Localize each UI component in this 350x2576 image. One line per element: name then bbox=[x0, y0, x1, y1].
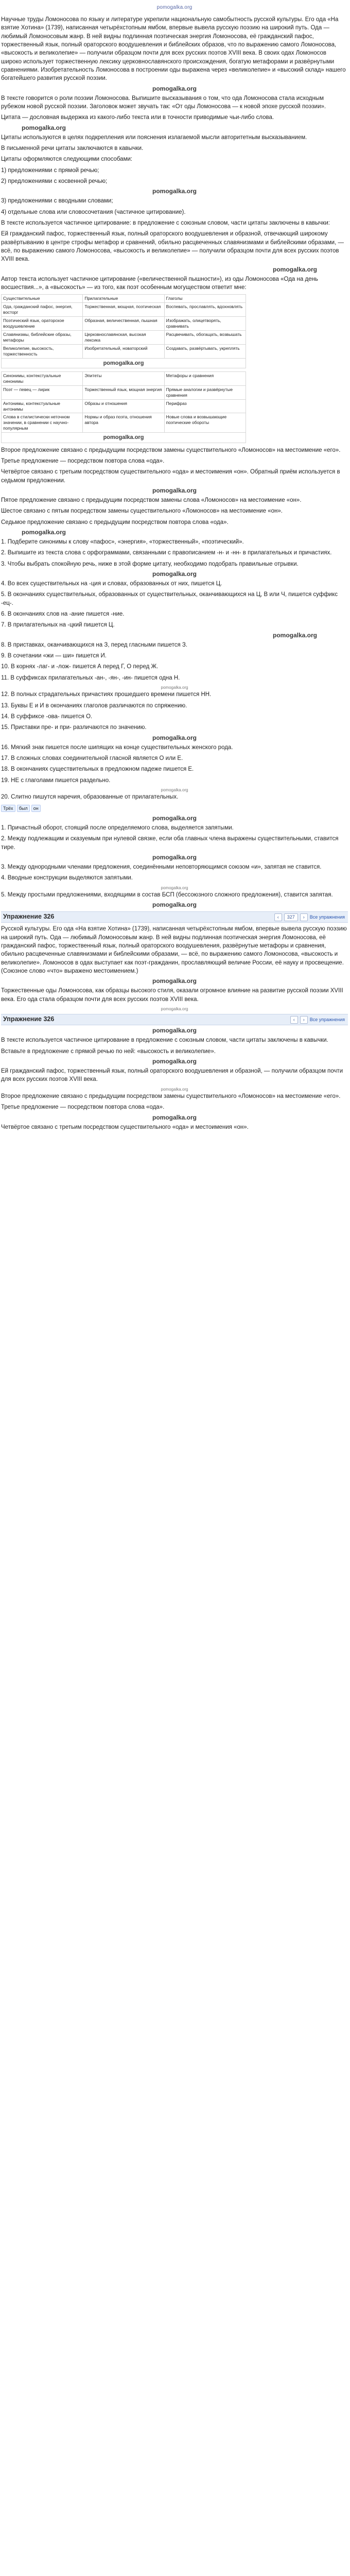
table-row bbox=[2, 317, 246, 331]
table-cell: Эпитеты bbox=[83, 371, 164, 385]
exercise-header-bar bbox=[1, 1014, 348, 1025]
table-cell: Торжественная, мощная, поэтическая bbox=[83, 303, 164, 317]
exercise-title: Упражнение 326 bbox=[3, 1015, 55, 1023]
paragraph: 9. В сочетании «жи — ши» пишется И. bbox=[1, 652, 107, 659]
table-cell: Нормы и образ поэта, отношения автора bbox=[83, 413, 164, 433]
site-name[interactable]: pomogalka.org bbox=[156, 4, 192, 10]
watermark-logo: pomogalka.org bbox=[152, 570, 197, 578]
paragraph: Четвёртое связано с третьим посредством существительного «ода» и местоимения «он». bbox=[1, 1124, 249, 1130]
paragraph: Торжественные оды Ломоносова, как образцы высокого стиля, оказали огромное влияние на развитие русской поэзии XVIII века. Его ода стала образцом почти для всех русских поэтов XVIII века. bbox=[1, 988, 343, 1003]
paragraph: 8. В приставках, оканчивающихся на З, перед гласными пишется З. bbox=[1, 641, 188, 648]
list-item: 4. Вводные конструкции выделяются запятыми. bbox=[1, 875, 133, 882]
paragraph: Шестое связано с пятым посредством замены существительного «Ломоносов» на местоимение «он». bbox=[1, 508, 283, 515]
table-cell: Прилагательные bbox=[83, 295, 164, 303]
watermark-logo: pomogalka.org bbox=[152, 734, 197, 741]
table-cell: Славянизмы, библейские образы, метафоры bbox=[2, 330, 83, 344]
all-exercises-link[interactable]: Все упражнения bbox=[309, 914, 345, 920]
list-item: 5. Между простыми предложениями, входящими в состав БСП (бессоюзного сложного предложения), ставится запятая. bbox=[1, 891, 333, 898]
table-cell: Образы и отношения bbox=[83, 399, 164, 413]
table-cell: Церковнославянская, высокая лексика bbox=[83, 330, 164, 344]
exercise-number-button[interactable]: 327 bbox=[284, 913, 298, 921]
comparison-table-1 bbox=[1, 294, 246, 368]
table-cell: Глаголы bbox=[164, 295, 246, 303]
watermark-logo: pomogalka.org bbox=[161, 885, 188, 890]
list-item: 2. Между подлежащим и сказуемым при нулевой связке, если оба главных члена выражены существительными, ставится тире. bbox=[1, 836, 339, 851]
paragraph: Второе предложение связано с предыдущим посредством замены существительного «Ломоносов» на местоимение «его». bbox=[1, 1093, 341, 1100]
watermark-logo: pomogalka.org bbox=[22, 528, 66, 536]
paragraph: 4. Во всех существительных на -ция и словах, образованных от них, пишется Ц. bbox=[1, 580, 222, 587]
watermark-logo: pomogalka.org bbox=[152, 901, 197, 909]
table-cell: Воспевать, прославлять, вдохновлять bbox=[164, 303, 246, 317]
inline-note: Трёх bbox=[1, 805, 15, 812]
exercise-pager bbox=[274, 913, 345, 921]
next-exercise-button[interactable]: › bbox=[300, 913, 308, 921]
exercise-title: Упражнение 326 bbox=[3, 913, 55, 921]
exercise-pager bbox=[290, 1016, 345, 1024]
table-cell: Поэт — певец — лирик bbox=[2, 385, 83, 399]
table-row bbox=[2, 330, 246, 344]
paragraph: Научные труды Ломоносова по языку и литературе укрепили национальную самобытность русской культуры. Его ода «На взятие Хотина» (1739), написанная четырёхстопным ямбом, впервые вывела русскую поэзию на широкий путь. Ода — любимый Ломоносовым жанр. В ней видны подлинная поэтическая энергия Ломоносова, её гражданский пафос, торжественный язык, полный ораторского воодушевления и библейских образов, что по выражению самого Ломоносова, «высокость и великолепие» — получили образцом почти для всех русских поэтов XVIII века. В своих одах Ломоносов широко использует торжественную лексику церковнославянского происхождения, богатую метафорами и развёрнутыми сравнениями. Изобретательность Ломоносова в построении оды выражена через «великолепие» и «высокий склад» нашего богатейшего развития русской поэзии. bbox=[1, 16, 346, 82]
table-cell: Существительные bbox=[2, 295, 83, 303]
paragraph: 11. В суффиксах прилагательных -ан-, -ян-, -ин- пишется одна Н. bbox=[1, 674, 180, 681]
watermark-logo: pomogalka.org bbox=[161, 787, 188, 792]
after-text-2 bbox=[1, 1026, 348, 1131]
paragraph: Второе предложение связано с предыдущим посредством замены существительного «Ломоносов» на местоимение «его». bbox=[1, 447, 341, 453]
paragraph: 17. В сложных словах соединительной гласной является О или Е. bbox=[1, 755, 183, 761]
table-cell: Прямые аналогии и развёрнутые сравнения bbox=[164, 385, 246, 399]
table-cell: Создавать, развёртывать, укреплять bbox=[164, 344, 246, 358]
after-text-1 bbox=[1, 925, 348, 1012]
paragraph: 18. В окончаниях существительных в предложном падеже пишется Е. bbox=[1, 766, 194, 773]
watermark-logo: pomogalka.org bbox=[152, 84, 197, 92]
watermark-logo: pomogalka.org bbox=[272, 265, 317, 273]
paragraph: 2. Выпишите из текста слова с орфограммами, связанными с правописанием -н- и -нн- в прилагательных и причастиях. bbox=[1, 550, 332, 556]
paragraph: Четвёртое связано с третьим посредством существительного «ода» и местоимения «он». Обратный приём используется в седьмом предложении. bbox=[1, 469, 340, 484]
punctuation-list bbox=[1, 824, 348, 909]
paragraph: Ей гражданский пафос, торжественный язык, полный ораторского воодушевления и образной, отвечающий широкому развёртыванию в центре строфы метафор и сравнений, обильно расцвеченных славянизмами и библейскими образами, — всё, по выражению самого Ломоносова, «высокость и великолепие» — получили образцом почти для всех русских поэтов XVIII века. bbox=[1, 231, 344, 263]
paragraph: В тексте говорится о роли поэзии Ломоносова. Выпишите высказывания о том, что ода Ломоносова стала исходным рубежом новой русской поэзии. Заголовок может звучать так: «От оды Ломоносова — к новой эпохе русской поэзии». bbox=[1, 95, 326, 110]
comparison-table-2 bbox=[1, 371, 246, 443]
table-row bbox=[2, 413, 246, 433]
paragraph: 14. В суффиксе -ова- пишется О. bbox=[1, 713, 93, 720]
paragraph: 16. Мягкий знак пишется после шипящих на конце существительных женского рода. bbox=[1, 744, 233, 751]
paragraph: 13. Буквы Е и И в окончаниях глаголов различаются по спряжению. bbox=[1, 702, 187, 709]
watermark-logo: pomogalka.org bbox=[22, 124, 66, 131]
table-row bbox=[2, 433, 246, 443]
paragraph: 5. В окончаниях существительных, образованных от существительных, оканчивающихся на Ц, В или Ч, пишется суффикс -ец-. bbox=[1, 591, 338, 606]
paragraph: Автор текста использует частичное цитирование («величественной пышности»), из оды Ломоносова «Ода на день восшествия...», а «высокость» — из того, как поэт особенным могуществом ответит мне: bbox=[1, 276, 318, 291]
paragraph: 3. Чтобы выбрать спокойную речь, ниже в этой форме цитату, необходимо подобрать правильные отрывки. bbox=[1, 561, 299, 567]
watermark-logo: pomogalka.org bbox=[272, 631, 317, 639]
table-row bbox=[2, 344, 246, 358]
table-cell: Перифраз bbox=[164, 399, 246, 413]
table-row bbox=[2, 385, 246, 399]
watermark-logo: pomogalka.org bbox=[2, 433, 246, 443]
list-item: 3. Между однородными членами предложения, соединёнными неповторяющимся союзом «и», запятая не ставится. bbox=[1, 863, 322, 870]
table-cell: Новые слова и возвышающие поэтические обороты bbox=[164, 413, 246, 433]
paragraph: Третье предложение — посредством повтора слова «ода». bbox=[1, 1104, 165, 1111]
paragraph: Вставьте в предложение с прямой речью по ней: «высокость и великолепие». bbox=[1, 1048, 216, 1055]
paragraph: 4) отдельные слова или словосочетания (частичное цитирование). bbox=[1, 209, 186, 215]
all-exercises-link[interactable]: Все упражнения bbox=[309, 1016, 345, 1022]
watermark-logo: pomogalka.org bbox=[152, 1027, 197, 1035]
mid-text bbox=[1, 446, 348, 823]
paragraph: 1. Подберите синонимы к слову «пафос», «энергия», «торжественный», «поэтический». bbox=[1, 538, 244, 545]
table-cell: Антонимы, контекстуальные антонимы bbox=[2, 399, 83, 413]
next-exercise-button[interactable]: › bbox=[300, 1016, 308, 1024]
paragraph: Цитаты оформляются следующими способами: bbox=[1, 156, 133, 163]
page bbox=[0, 0, 350, 1136]
paragraph: В тексте используется частичное цитирование в предложение с союзным словом, части цитаты заключены в кавычки. bbox=[1, 1037, 328, 1044]
watermark-logo: pomogalka.org bbox=[152, 1058, 197, 1065]
table-cell: Изображать, олицетворять, сравнивать bbox=[164, 317, 246, 331]
paragraph: 1) предложениями с прямой речью; bbox=[1, 167, 99, 174]
table-cell: Синонимы, контекстуальные синонимы bbox=[2, 371, 83, 385]
watermark-logo: pomogalka.org bbox=[161, 1087, 188, 1092]
table-row bbox=[2, 303, 246, 317]
inline-note: был bbox=[17, 805, 30, 812]
table-cell: Метафоры и сравнения bbox=[164, 371, 246, 385]
watermark-logo: pomogalka.org bbox=[161, 1006, 188, 1011]
paragraph: Ей гражданский пафос, торжественный язык, полный ораторского воодушевления и образной, — получили образцом почти для всех русских поэтов XVIII века. bbox=[1, 1068, 343, 1083]
list-item: 1. Причастный оборот, стоящий после определяемого слова, выделяется запятыми. bbox=[1, 824, 234, 831]
watermark-logo: pomogalka.org bbox=[152, 486, 197, 494]
paragraph: 20. Слитно пишутся наречия, образованные от прилагательных. bbox=[1, 794, 179, 801]
table-cell: Изобретательный, новаторский bbox=[83, 344, 164, 358]
table-row bbox=[2, 399, 246, 413]
watermark-logo: pomogalka.org bbox=[161, 685, 188, 690]
paragraph: В тексте используется частичное цитирование: в предложение с союзным словом, части цитаты заключены в кавычки: bbox=[1, 220, 330, 226]
table-cell: Расцвечивать, обогащать, возвышать bbox=[164, 330, 246, 344]
paragraph: Третье предложение — посредством повтора слова «ода». bbox=[1, 457, 165, 464]
table-cell: Поэтический язык, ораторское воодушевление bbox=[2, 317, 83, 331]
top-text bbox=[1, 15, 348, 292]
watermark-logo: pomogalka.org bbox=[152, 188, 197, 195]
prev-exercise-button[interactable]: ‹ bbox=[274, 913, 282, 921]
paragraph: Цитаты используются в целях подкрепления или пояснения излагаемой мысли авторитетным высказыванием. bbox=[1, 134, 307, 141]
paragraph: 15. Приставки пре- и при- различаются по значению. bbox=[1, 724, 147, 731]
paragraph: 7. В прилагательных на -цкий пишется Ц. bbox=[1, 622, 115, 629]
paragraph bbox=[1, 804, 348, 812]
table-row bbox=[2, 358, 246, 368]
exercise-header-bar bbox=[1, 911, 348, 923]
table-cell: Образная, величественная, пышная bbox=[83, 317, 164, 331]
table-cell: Торжественный язык, мощная энергия bbox=[83, 385, 164, 399]
paragraph: Русской культуры. Его ода «На взятие Хотина» (1739), написанная четырёхстопным ямбом, впервые вывела русскую поэзию на широкий путь. Ода — любимый Ломоносовым жанр. В ней видны подлинная поэтическая энергия Ломоносова, её гражданский пафос, торжественный язык, полный ораторского воодушевления, развёрнутые метафоры и сравнения, обильно расцвеченные славянизмами и библейскими образами, — всё, по выражению самого Ломоносова, «высокость и великолепие». Ломоносов в одах выступает как поэт-гражданин, прославляющий величие России, её науку и просвещение. (Союзное слово «что» выражено местоимением.) bbox=[1, 926, 347, 974]
paragraph: 2) предложениями с косвенной речью; bbox=[1, 178, 108, 184]
table-cell: Слова в стилистически неточном значении, в сравнении с научно-популярным bbox=[2, 413, 83, 433]
paragraph: Пятое предложение связано с предыдущим посредством замены слова «Ломоносов» на местоимение «он». bbox=[1, 497, 302, 503]
watermark-logo: pomogalka.org bbox=[152, 977, 197, 985]
watermark-logo: pomogalka.org bbox=[152, 814, 197, 822]
table-cell: Ода, гражданский пафос, энергия, восторг bbox=[2, 303, 83, 317]
watermark-logo: pomogalka.org bbox=[152, 1113, 197, 1121]
paragraph: В письменной речи цитаты заключаются в кавычки. bbox=[1, 145, 144, 151]
prev-exercise-button[interactable]: ‹ bbox=[290, 1016, 298, 1024]
watermark-logo: pomogalka.org bbox=[2, 358, 246, 368]
paragraph: Седьмое предложение связано с предыдущим посредством повтора слова «ода». bbox=[1, 519, 229, 526]
paragraph: 3) предложениями с вводными словами; bbox=[1, 198, 113, 205]
paragraph: 19. НЕ с глаголами пишется раздельно. bbox=[1, 777, 111, 784]
paragraph: Цитата — дословная выдержка из какого-либо текста или в точности приводимые чьи-либо слова. bbox=[1, 114, 274, 121]
paragraph: 6. В окончаниях слов на -ание пишется -ние. bbox=[1, 611, 125, 617]
paragraph: 10. В корнях -лаг- и -лож- пишется А перед Г, О перед Ж. bbox=[1, 664, 159, 670]
paragraph: 12. В полных страдательных причастиях прошедшего времени пишется НН. bbox=[1, 691, 212, 698]
table-row bbox=[2, 295, 246, 303]
table-cell: Великолепие, высокость, торжественность bbox=[2, 344, 83, 358]
inline-note: он bbox=[31, 805, 41, 812]
table-row bbox=[2, 371, 246, 385]
site-header bbox=[1, 0, 348, 15]
watermark-logo: pomogalka.org bbox=[152, 853, 197, 861]
